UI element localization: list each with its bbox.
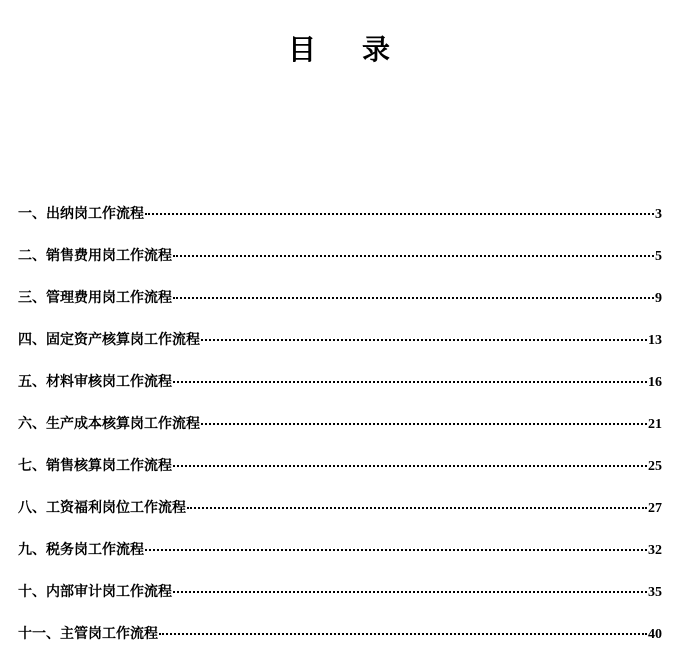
toc-entry[interactable] — [18, 245, 662, 287]
toc-entry[interactable] — [18, 455, 662, 497]
toc-entry-label: 十、内部审计岗工作流程 — [18, 584, 172, 600]
toc-entry[interactable] — [18, 413, 662, 455]
toc-entry[interactable] — [18, 497, 662, 539]
toc-entry-label: 九、税务岗工作流程 — [18, 542, 144, 558]
page-title — [0, 28, 678, 68]
title-char-1: 目 — [287, 33, 316, 66]
toc-entry-page: 27 — [648, 501, 662, 516]
toc-entry-page: 5 — [655, 249, 662, 264]
toc-dot-leader — [173, 381, 647, 383]
toc-entry-page: 40 — [648, 627, 662, 642]
toc-dot-leader — [201, 339, 647, 341]
toc-entry-page: 13 — [648, 333, 662, 348]
toc-dot-leader — [173, 465, 647, 467]
toc-entry[interactable] — [18, 581, 662, 623]
toc-entry-page: 3 — [655, 207, 662, 222]
toc-entry-label: 二、销售费用岗工作流程 — [18, 248, 172, 264]
title-char-2: 录 — [362, 33, 391, 66]
toc-entry[interactable] — [18, 329, 662, 371]
toc-dot-leader — [173, 297, 654, 299]
toc-dot-leader — [187, 507, 647, 509]
toc-dot-leader — [201, 423, 647, 425]
toc-entry[interactable] — [18, 539, 662, 581]
toc-entry-page: 32 — [648, 543, 662, 558]
toc-entry-label: 十一、主管岗工作流程 — [18, 626, 158, 642]
toc-entry[interactable] — [18, 623, 662, 665]
toc-entry-label: 八、工资福利岗位工作流程 — [18, 500, 186, 516]
toc-dot-leader — [145, 213, 654, 215]
toc-dot-leader — [173, 255, 654, 257]
toc-entry-page: 16 — [648, 375, 662, 390]
table-of-contents — [18, 203, 662, 665]
toc-entry-page: 35 — [648, 585, 662, 600]
toc-entry-page: 21 — [648, 417, 662, 432]
toc-entry[interactable] — [18, 371, 662, 413]
toc-entry-label: 五、材料审核岗工作流程 — [18, 374, 172, 390]
toc-entry-label: 四、固定资产核算岗工作流程 — [18, 332, 200, 348]
toc-entry-label: 七、销售核算岗工作流程 — [18, 458, 172, 474]
toc-entry-label: 一、出纳岗工作流程 — [18, 206, 144, 222]
toc-entry-page: 25 — [648, 459, 662, 474]
toc-entry[interactable] — [18, 287, 662, 329]
toc-entry-page: 9 — [655, 291, 662, 306]
toc-entry-label: 三、管理费用岗工作流程 — [18, 290, 172, 306]
toc-dot-leader — [159, 633, 647, 635]
toc-entry[interactable] — [18, 203, 662, 245]
toc-dot-leader — [145, 549, 647, 551]
toc-dot-leader — [173, 591, 647, 593]
toc-entry-label: 六、生产成本核算岗工作流程 — [18, 416, 200, 432]
